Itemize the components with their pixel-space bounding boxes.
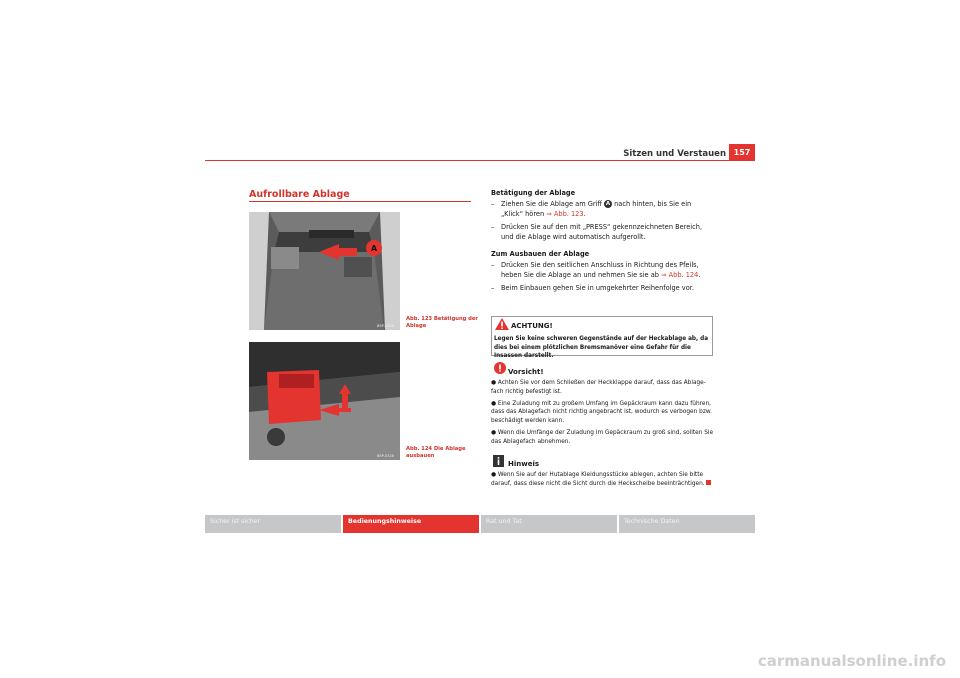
figure-code: B5P-0326 (377, 324, 394, 328)
watermark: carmanualsonline.info (757, 652, 946, 670)
warning-title: ACHTUNG! (511, 322, 553, 330)
step-install: – Beim Einbauen gehen Sie in umgekehrter Reihenfolge vor. (491, 284, 715, 294)
trunk-illustration (249, 212, 400, 330)
caution-item: ● Eine Zuladung mit zu großem Umfang im Gepäckraum kann dazu führen, dass das Ablagefach nicht richtig angebracht ist, wodurch es verbogen bzw. beschädigt werden kann. (491, 400, 712, 425)
warning-text: Legen Sie keine schweren Gegenstände auf der Heckablage ab, da dies bei einem plötzlichen Bremsmanöver eine Gefahr für die Insassen darstellt. (494, 336, 709, 360)
warning-triangle-icon (495, 318, 509, 330)
page-header-title: Sitzen und Verstauen (623, 149, 726, 159)
caution-item: ● Achten Sie vor dem Schließen der Heckklappe darauf, dass das Ablage-fach richtig befestigt ist. (491, 380, 706, 395)
header-rule (205, 160, 755, 161)
caution-icon (494, 362, 506, 374)
caution-list (491, 379, 715, 450)
step-press: – Drücken Sie auf den mit „PRESS“ gekennzeichneten Bereich, und die Ablage wird automatisch aufgerollt. (491, 223, 715, 243)
footer-tab-technical[interactable]: Technische Daten (619, 515, 755, 533)
footer-tab-advice[interactable]: Rat und Tat (481, 515, 617, 533)
figure-ref-124[interactable]: ⇒ Abb. 124 (661, 270, 699, 279)
figure-code: B5P-0328 (377, 454, 394, 458)
heading-operation: Betätigung der Ablage (491, 189, 576, 197)
marker-a-badge: A (605, 200, 611, 207)
note-icon (493, 455, 504, 467)
footer-tab-operation[interactable]: Bedienungshinweise (343, 515, 479, 533)
note-item: ● Wenn Sie auf der Hutablage Kleidungsstücke ablegen, achten Sie bitte darauf, dass diese nicht die Sicht durch die Heckscheibe beeinträchtigen. (491, 471, 715, 489)
footer-tab-safety[interactable]: Sicher ist sicher (205, 515, 341, 533)
removal-illustration (249, 342, 400, 460)
note-list (491, 471, 715, 492)
figure-caption-123: Abb. 123 Betätigung der Ablage (406, 316, 478, 329)
step-pull-cover: – Ziehen Sie die Ablage am Griff A nach hinten, bis Sie ein „Klick“ hören ⇒ Abb. 123. (491, 200, 715, 220)
section-rule (249, 201, 471, 202)
figure-trunk-cover (249, 212, 400, 330)
section-title: Aufrollbare Ablage (249, 189, 350, 200)
note-title: Hinweis (508, 460, 540, 468)
step-remove: – Drücken Sie den seitlichen Anschluss in Richtung des Pfeils, heben Sie die Ablage an und nehmen Sie sie ab ⇒ Abb. 124. (491, 261, 715, 281)
end-marker-icon (706, 480, 711, 485)
figure-cover-removal (249, 342, 400, 460)
figure-caption-124: Abb. 124 Die Ablage ausbauen (406, 446, 466, 459)
heading-removal: Zum Ausbauen der Ablage (491, 249, 590, 258)
marker-a-label: A (370, 244, 378, 253)
caution-title: Vorsicht! (508, 368, 544, 376)
page-number: 157 (729, 144, 755, 161)
figure-ref-123[interactable]: ⇒ Abb. 123 (546, 209, 584, 218)
instructions (491, 189, 715, 294)
caution-item: ● Wenn die Umfänge der Zuladung im Gepäckraum zu groß sind, sollten Sie das Ablagefach abnehmen. (491, 429, 714, 445)
